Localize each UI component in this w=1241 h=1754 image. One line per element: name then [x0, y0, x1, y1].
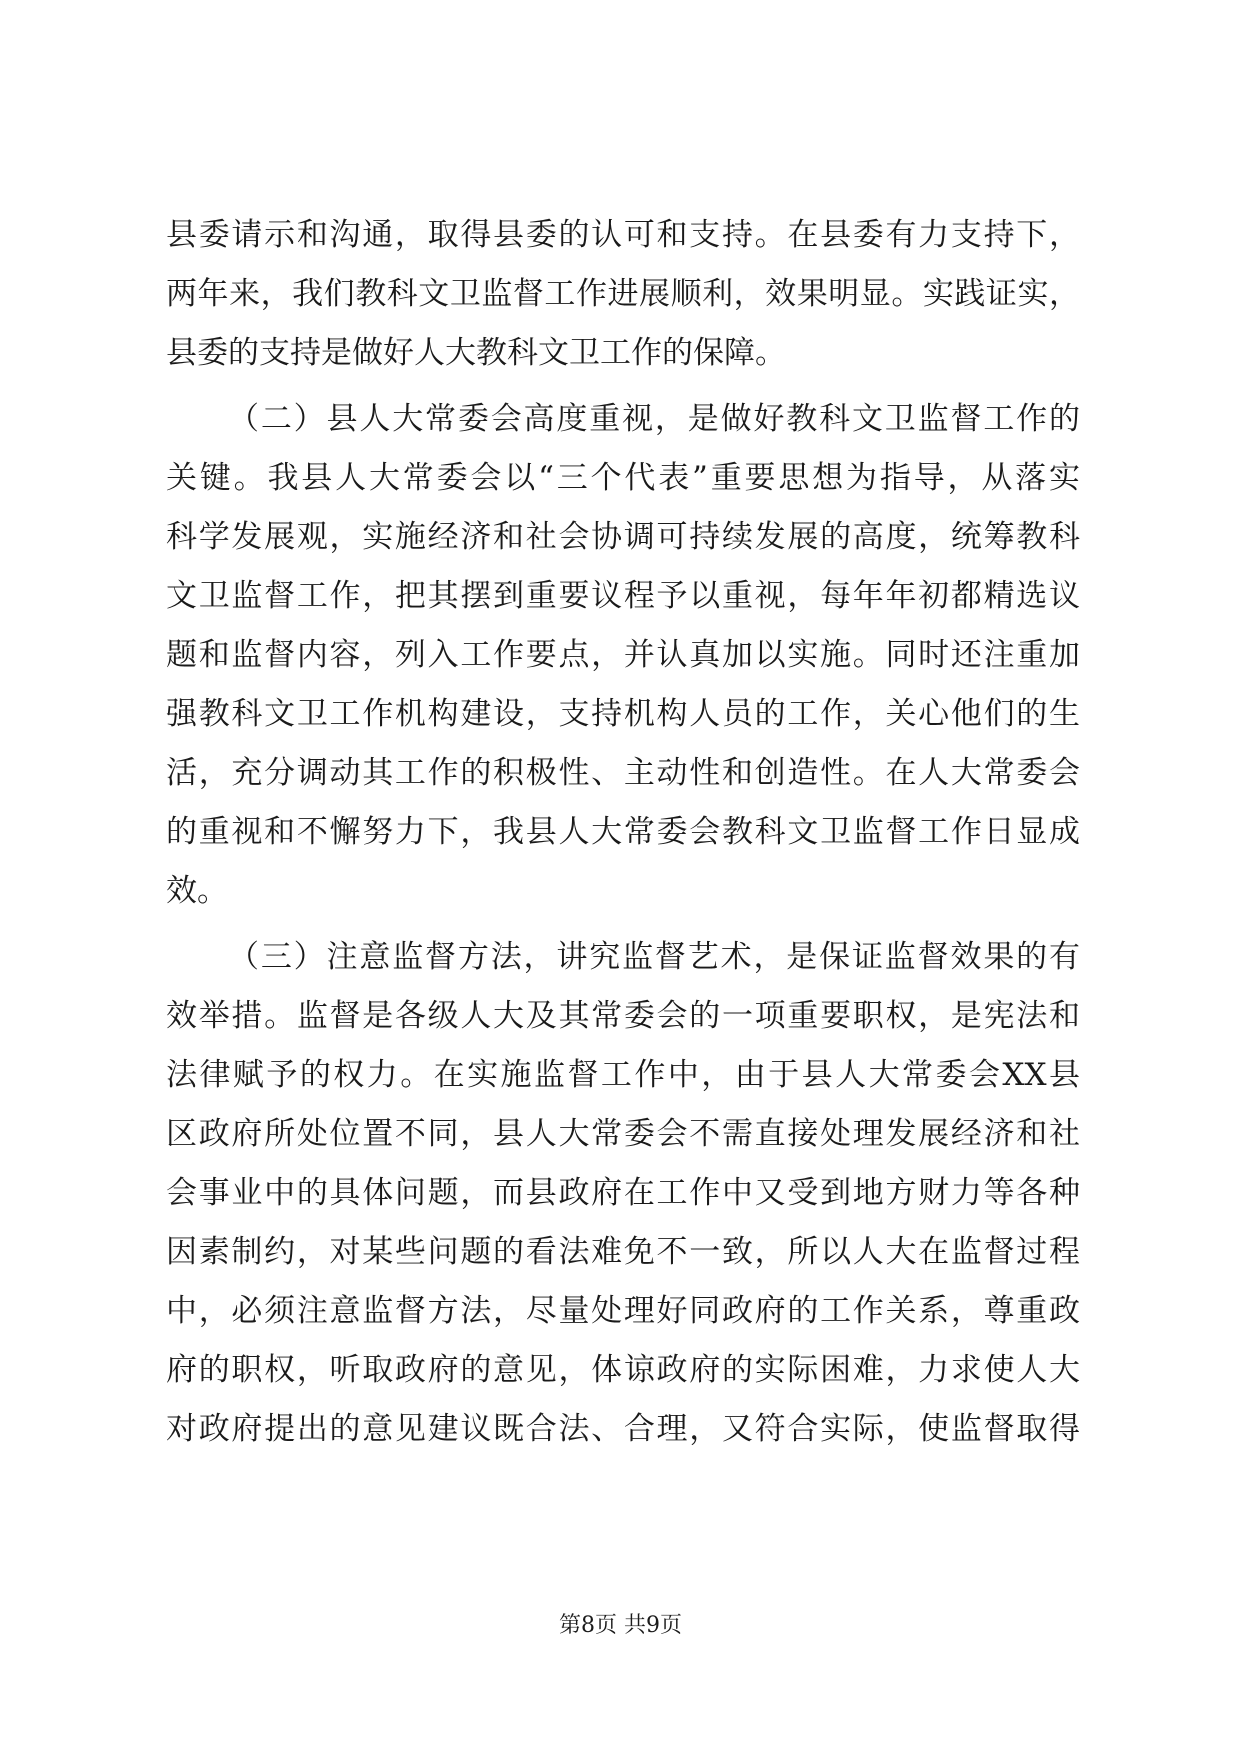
text-line: 两年来，我们教科文卫监督工作进展顺利，效果明显。实践证实，	[166, 276, 1080, 312]
text-line: 中，必须注意监督方法，尽量处理好同政府的工作关系，尊重政	[166, 1293, 1080, 1329]
text-line: 文卫监督工作，把其摆到重要议程予以重视，每年年初都精选议	[166, 578, 1080, 614]
text-line: 法律赋予的权力。在实施监督工作中，由于县人大常委会XX县	[166, 1057, 1080, 1093]
text-line: 关键。我县人大常委会以“三个代表”重要思想为指导，从落实	[166, 460, 1080, 496]
text-line: 题和监督内容，列入工作要点，并认真加以实施。同时还注重加	[166, 637, 1080, 673]
text-line: 效举措。监督是各级人大及其常委会的一项重要职权，是宪法和	[166, 998, 1080, 1034]
text-line: 县委的支持是做好人大教科文卫工作的保障。	[166, 335, 786, 371]
text-line: 因素制约，对某些问题的看法难免不一致，所以人大在监督过程	[166, 1234, 1080, 1270]
text-line: 县委请示和沟通，取得县委的认可和支持。在县委有力支持下，	[166, 217, 1080, 253]
paragraph-first-line: （二）县人大常委会高度重视，是做好教科文卫监督工作的	[228, 401, 1080, 437]
text-line: 活，充分调动其工作的积极性、主动性和创造性。在人大常委会	[166, 755, 1080, 791]
text-line: 的重视和不懈努力下，我县人大常委会教科文卫监督工作日显成	[166, 814, 1080, 850]
paragraph-first-line: （三）注意监督方法，讲究监督艺术，是保证监督效果的有	[228, 939, 1080, 975]
text-line: 对政府提出的意见建议既合法、合理，又符合实际，使监督取得	[166, 1411, 1080, 1447]
page-number-footer: 第8页 共9页	[559, 1613, 682, 1638]
text-line: 科学发展观，实施经济和社会协调可持续发展的高度，统筹教科	[166, 519, 1080, 555]
text-line: 效。	[166, 873, 228, 909]
document-body	[166, 206, 1080, 1459]
text-line: 府的职权，听取政府的意见，体谅政府的实际困难，力求使人大	[166, 1352, 1080, 1388]
text-line: 会事业中的具体问题，而县政府在工作中又受到地方财力等各种	[166, 1175, 1080, 1211]
text-line: 强教科文卫工作机构建设，支持机构人员的工作，关心他们的生	[166, 696, 1080, 732]
text-line: 区政府所处位置不同，县人大常委会不需直接处理发展经济和社	[166, 1116, 1080, 1152]
